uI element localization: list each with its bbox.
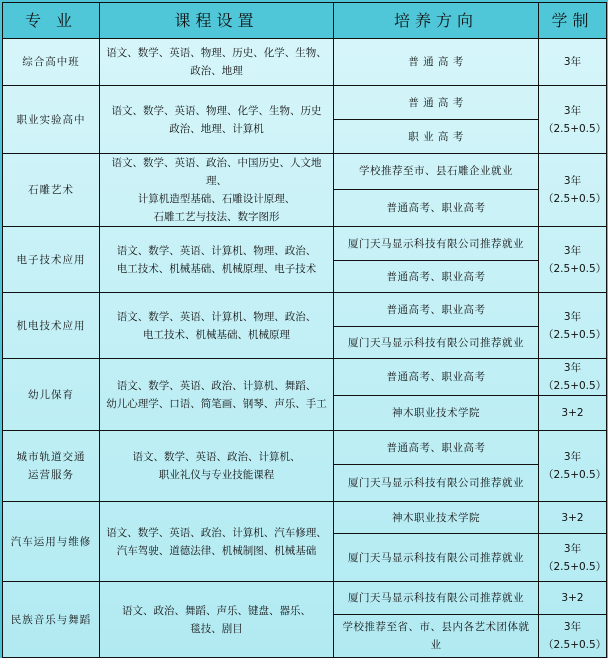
duration-line: （2.5+0.5）: [543, 328, 607, 341]
courses-cell: [100, 39, 334, 86]
duration-line: 3+2: [561, 407, 584, 419]
course-line: 语文、数学、英语、物理、化学、生物、历史: [111, 104, 322, 117]
duration-cell: [539, 502, 607, 534]
duration-line: 3年: [563, 310, 582, 323]
major-line: 综合高中班: [22, 56, 80, 68]
course-line: 政治、地理、计算机: [169, 122, 264, 135]
course-line: 石雕工艺与技法、数字图形: [153, 211, 280, 223]
duration-cell: [539, 582, 607, 615]
course-line: 计算机造型基础、石雕设计原理、: [137, 193, 296, 205]
direction-cell: 普 通 高 考: [334, 39, 539, 86]
course-line: 电工技术、机械基础、机械原理、电子技术: [116, 262, 317, 275]
major-line: 幼儿保育: [28, 388, 74, 401]
direction-cell: 普通高考、职业高考: [334, 261, 539, 293]
duration-line: （2.5+0.5）: [543, 639, 607, 651]
major-cell: [3, 359, 100, 431]
courses-cell: [100, 227, 334, 293]
header-duration: 学制: [539, 3, 607, 39]
duration-line: （2.5+0.5）: [543, 469, 607, 481]
major-line: 运营服务: [28, 469, 74, 481]
duration-line: 3年: [563, 542, 582, 555]
duration-line: 3年: [563, 621, 582, 633]
duration-line: 3年: [563, 362, 582, 374]
duration-line: 3年: [563, 175, 582, 187]
duration-cell: [539, 534, 607, 582]
courses-cell: [100, 293, 334, 359]
courses-cell: [100, 431, 334, 502]
header-row: [3, 3, 607, 39]
program-table: [2, 2, 607, 658]
table-row: [3, 227, 607, 261]
course-line: 汽车驾驶、道德法律、机械制图、机械基础: [116, 544, 317, 557]
major-cell: [3, 86, 100, 154]
major-line: 汽车运用与维修: [10, 535, 92, 548]
duration-cell: [539, 615, 607, 658]
direction-cell: 厦门天马显示科技有限公司推荐就业: [334, 327, 539, 359]
course-line: 语文、政治、舞蹈、声乐、键盘、器乐、: [122, 604, 311, 617]
table-row: [3, 86, 607, 120]
duration-cell: [539, 86, 607, 154]
table-row: [3, 293, 607, 327]
major-cell: [3, 293, 100, 359]
courses-cell: [100, 359, 334, 431]
course-line: 电工技术、机械基础、机械原理: [143, 328, 290, 341]
major-line: 民族音乐与舞蹈: [10, 613, 92, 626]
table-row: [3, 582, 607, 615]
direction-cell: 厦门天马显示科技有限公司推荐就业: [334, 534, 539, 582]
table-row: [3, 431, 607, 465]
duration-cell: [539, 359, 607, 396]
direction-cell: 学校推荐至省、市、县内各艺术团体就业: [334, 615, 539, 658]
course-line: 幼儿心理学、口语、简笔画、钢琴、声乐、手工: [106, 397, 327, 410]
major-cell: [3, 431, 100, 502]
direction-cell: 厦门天马显示科技有限公司推荐就业: [334, 227, 539, 261]
courses-cell: [100, 154, 334, 227]
course-line: 语文、数学、英语、计算机、物理、政治、: [116, 244, 317, 257]
major-cell: [3, 502, 100, 582]
direction-cell: 厦门天马显示科技有限公司推荐就业: [334, 465, 539, 502]
major-line: 电子技术应用: [16, 253, 86, 266]
course-line: 语文、数学、英语、政治、计算机、汽车修理、: [106, 526, 327, 539]
duration-cell: [539, 227, 607, 293]
duration-cell: [539, 396, 607, 431]
major-line: 机电技术应用: [16, 319, 86, 332]
course-line: 政治、地理: [190, 65, 243, 77]
header-major: 专 业: [3, 3, 100, 39]
direction-cell: 普通高考、职业高考: [334, 431, 539, 465]
duration-line: 3年: [563, 104, 582, 117]
duration-line: 3年: [563, 56, 582, 68]
courses-cell: [100, 502, 334, 582]
direction-cell: 普通高考、职业高考: [334, 189, 539, 226]
direction-cell: 普通高考、职业高考: [334, 293, 539, 327]
duration-line: （2.5+0.5）: [543, 193, 607, 205]
duration-line: 3年: [563, 244, 582, 257]
course-line: 语文、数学、英语、政治、计算机、: [132, 451, 301, 463]
duration-cell: [539, 293, 607, 359]
table-row: [3, 359, 607, 396]
duration-line: 3+2: [561, 592, 584, 604]
header-direction: 培养方向: [334, 3, 539, 39]
header-courses: 课程设置: [100, 3, 334, 39]
major-cell: [3, 227, 100, 293]
major-line: 城市轨道交通: [16, 451, 86, 463]
direction-cell: 神木职业技术学院: [334, 396, 539, 431]
direction-cell: 职 业 高 考: [334, 120, 539, 154]
duration-line: （2.5+0.5）: [543, 380, 607, 392]
direction-cell: 普通高考、职业高考: [334, 359, 539, 396]
courses-cell: [100, 86, 334, 154]
direction-cell: 普 通 高 考: [334, 86, 539, 120]
course-line: 语文、数学、英语、政治、计算机、舞蹈、: [116, 379, 317, 392]
duration-cell: [539, 39, 607, 86]
duration-line: 3+2: [561, 511, 584, 524]
course-line: 语文、数学、英语、计算机、物理、政治、: [116, 310, 317, 323]
direction-cell: 厦门天马显示科技有限公司推荐就业: [334, 582, 539, 615]
major-line: 职业实验高中: [16, 113, 86, 126]
major-cell: [3, 582, 100, 658]
course-line: 语文、数学、英语、政治、中国历史、人文地理、: [111, 157, 322, 187]
duration-cell: [539, 431, 607, 502]
course-line: 毯技、剧目: [190, 622, 243, 635]
duration-line: （2.5+0.5）: [543, 262, 607, 275]
direction-cell: 神木职业技术学院: [334, 502, 539, 534]
major-cell: [3, 154, 100, 227]
courses-cell: [100, 582, 334, 658]
table-row: [3, 39, 607, 86]
duration-cell: [539, 154, 607, 227]
major-cell: [3, 39, 100, 86]
duration-line: 3年: [563, 451, 582, 463]
major-line: 石雕艺术: [28, 184, 74, 196]
duration-line: （2.5+0.5）: [543, 560, 607, 573]
table-row: [3, 502, 607, 534]
table-row: [3, 154, 607, 190]
course-line: 语文、数学、英语、物理、历史、化学、生物、: [106, 47, 327, 59]
direction-cell: 学校推荐至市、县石雕企业就业: [334, 154, 539, 190]
duration-line: （2.5+0.5）: [543, 122, 607, 135]
course-line: 职业礼仪与专业技能课程: [158, 469, 275, 481]
